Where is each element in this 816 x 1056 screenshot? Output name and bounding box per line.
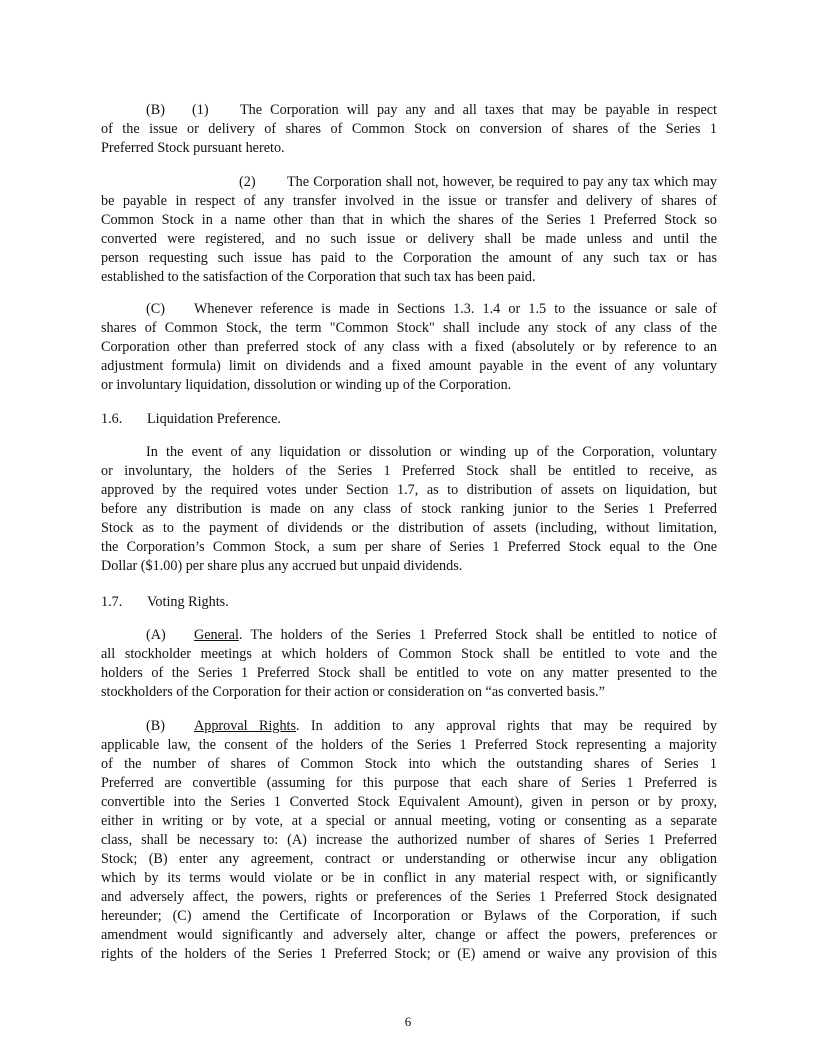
text-line: convertible into the Series 1 Converted Stock Equivalent Amount), given in person or by proxy, xyxy=(101,794,717,810)
text-line: class, shall be necessary to: (A) increase the authorized number of shares of Series 1 Preferred xyxy=(101,832,717,848)
text-line: all stockholder meetings at which holders of Common Stock shall be entitled to vote and the xyxy=(101,646,717,662)
text-line: shares of Common Stock, the term "Common Stock" shall include any stock of any class of the xyxy=(101,320,717,336)
section-heading-1-7 xyxy=(101,593,717,611)
text-line: or involuntary, the holders of the Series 1 Preferred Stock shall be entitled to receive, as xyxy=(101,463,717,479)
section-number: 1.6. xyxy=(101,411,123,427)
subparagraph-label: (2) xyxy=(239,174,256,190)
paragraph-label: (C) xyxy=(146,301,165,317)
text-line: the Corporation’s Common Stock, a sum per share of Series 1 Preferred Stock equal to the One xyxy=(101,539,717,555)
text-line: before any distribution is made on any class of stock ranking junior to the Series 1 Preferred xyxy=(101,501,717,517)
text-line: hereunder; (C) amend the Certificate of Incorporation or Bylaws of the Corporation, if such xyxy=(101,908,717,924)
paragraph-caption: General xyxy=(194,627,239,643)
text-line: either in writing or by vote, at a special or annual meeting, voting or consenting as a separate xyxy=(101,813,717,829)
text-line: . In addition to any approval rights that may be required by xyxy=(296,718,717,734)
text-line: of the number of shares of Common Stock into which the outstanding shares of Series 1 xyxy=(101,756,717,772)
text-line: and adversely affect, the powers, rights or preferences of the Series 1 Preferred Stock designated xyxy=(101,889,717,905)
paragraph-label: (B) xyxy=(146,102,165,118)
subparagraph-label: (1) xyxy=(192,102,209,118)
section-title: Liquidation Preference. xyxy=(147,411,281,427)
text-line: approved by the required votes under Section 1.7, as to distribution of assets on liquidation, but xyxy=(101,482,717,498)
paragraph-label: (B) xyxy=(146,718,165,734)
text-line: converted were registered, and no such issue or delivery shall be made unless and until the xyxy=(101,231,717,247)
text-line: adjustment formula) limit on dividends and a fixed amount payable in the event of any voluntary xyxy=(101,358,717,374)
text-line: Corporation other than preferred stock of any class with a fixed (absolutely or by reference to an xyxy=(101,339,717,355)
page-number: 6 xyxy=(404,1014,412,1029)
text-line: stockholders of the Corporation for their action or consideration on “as converted basis.” xyxy=(101,684,605,700)
text-line: The Corporation will pay any and all taxes that may be payable in respect xyxy=(240,102,717,118)
text-line: The Corporation shall not, however, be required to pay any tax which may xyxy=(287,174,717,190)
text-line: Preferred are convertible (assuming for this purpose that each share of Series 1 Preferred is xyxy=(101,775,717,791)
text-line: be payable in respect of any transfer involved in the issue or transfer and delivery of shares of xyxy=(101,193,717,209)
paragraph-label: (A) xyxy=(146,627,166,643)
text-line: amendment would significantly and adversely alter, change or affect the powers, preferences or xyxy=(101,927,717,943)
text-line: Stock as to the payment of dividends or the distribution of assets (including, without limitation, xyxy=(101,520,717,536)
text-line: Whenever reference is made in Sections 1.3. 1.4 or 1.5 to the issuance or sale of xyxy=(194,301,717,317)
text-line: . The holders of the Series 1 Preferred Stock shall be entitled to notice of xyxy=(238,627,717,643)
text-line: holders of the Series 1 Preferred Stock shall be entitled to vote on any matter presented to the xyxy=(101,665,717,681)
section-heading-1-6 xyxy=(101,410,717,428)
text-line: person requesting such issue has paid to the Corporation the amount of any such tax or has xyxy=(101,250,717,266)
text-line: established to the satisfaction of the Corporation that such tax has been paid. xyxy=(101,269,536,285)
section-title: Voting Rights. xyxy=(147,594,229,610)
text-line: rights of the holders of the Series 1 Preferred Stock; or (E) amend or waive any provision of this xyxy=(101,946,717,962)
text-line: Common Stock in a name other than that in which the shares of the Series 1 Preferred Stock so xyxy=(101,212,717,228)
text-line: of the issue or delivery of shares of Common Stock on conversion of shares of the Series 1 xyxy=(101,121,717,137)
paragraph-caption: Approval Rights xyxy=(194,718,297,734)
text-line: which by its terms would violate or be in conflict in any material respect with, or significantly xyxy=(101,870,717,886)
text-line: Preferred Stock pursuant hereto. xyxy=(101,140,285,156)
text-line: In the event of any liquidation or dissolution or winding up of the Corporation, voluntary xyxy=(146,444,717,460)
text-line: Stock; (B) enter any agreement, contract or understanding or otherwise incur any obligation xyxy=(101,851,717,867)
section-number: 1.7. xyxy=(101,594,123,610)
text-line: applicable law, the consent of the holders of the Series 1 Preferred Stock representing a majority xyxy=(101,737,717,753)
text-line: Dollar ($1.00) per share plus any accrued but unpaid dividends. xyxy=(101,558,463,574)
text-line: or involuntary liquidation, dissolution or winding up of the Corporation. xyxy=(101,377,512,393)
